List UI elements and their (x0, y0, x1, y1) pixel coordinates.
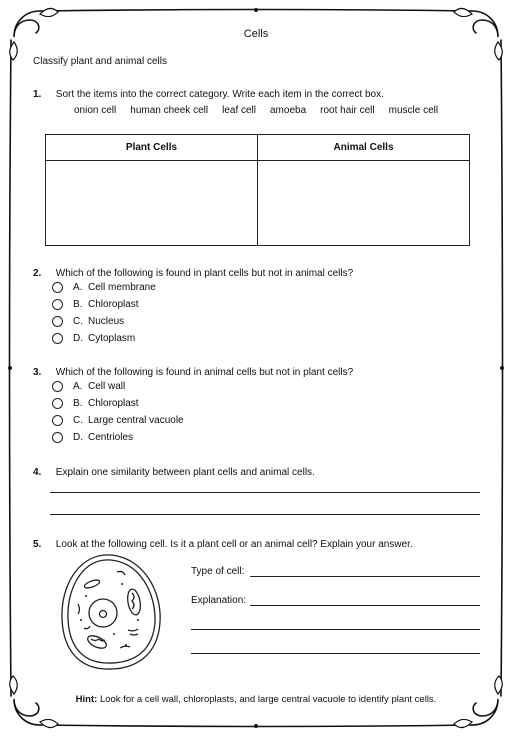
option-label: Chloroplast (88, 398, 139, 409)
animal-cells-box[interactable] (258, 161, 470, 246)
radio-button[interactable] (52, 432, 63, 443)
q2-options (52, 279, 156, 347)
answer-line[interactable] (191, 629, 480, 630)
explanation-label: Explanation: (191, 595, 247, 606)
sort-item: onion cell (74, 105, 117, 116)
radio-button[interactable] (52, 415, 63, 426)
option-label: Cell membrane (88, 282, 156, 293)
q3-option-d[interactable] (52, 429, 184, 446)
option-letter: A. (73, 381, 83, 392)
option-label: Cell wall (88, 381, 126, 392)
option-label: Large central vacuole (88, 415, 184, 426)
question-number: 2. (33, 268, 42, 279)
explanation-answer-line[interactable] (250, 605, 480, 606)
q3-option-b[interactable] (52, 395, 184, 412)
q3-option-c[interactable] (52, 412, 184, 429)
option-letter: B. (73, 299, 83, 310)
question-text: Sort the items into the correct category. Write each item in the correct box. (55, 89, 384, 100)
question-text: Which of the following is found in plant cells but not in animal cells? (55, 268, 354, 279)
page-title: Cells (243, 28, 269, 40)
option-letter: B. (73, 398, 83, 409)
option-letter: C. (73, 316, 83, 327)
q2-option-a[interactable] (52, 279, 156, 296)
answer-line[interactable] (50, 492, 480, 493)
hint-label: Hint: (75, 694, 98, 705)
sort-items-list (74, 105, 452, 116)
question-number: 1. (33, 89, 42, 100)
option-label: Centrioles (88, 432, 134, 443)
radio-button[interactable] (52, 398, 63, 409)
option-label: Chloroplast (88, 299, 139, 310)
radio-button[interactable] (52, 282, 63, 293)
animal-cells-header: Animal Cells (258, 135, 470, 161)
sort-table (45, 134, 470, 246)
question-text: Explain one similarity between plant cells and animal cells. (55, 467, 315, 478)
q3-option-a[interactable] (52, 378, 184, 395)
sort-item: root hair cell (320, 105, 375, 116)
plant-cells-header: Plant Cells (46, 135, 258, 161)
radio-button[interactable] (52, 299, 63, 310)
question-text: Which of the following is found in animal cells but not in plant cells? (55, 367, 354, 378)
sort-item: amoeba (270, 105, 307, 116)
q2-option-b[interactable] (52, 296, 156, 313)
hint-text (0, 694, 512, 705)
plant-cells-box[interactable] (46, 161, 258, 246)
cell-diagram (56, 550, 166, 674)
answer-line[interactable] (191, 653, 480, 654)
q2-option-c[interactable] (52, 313, 156, 330)
question-1 (33, 84, 384, 102)
q3-options (52, 378, 184, 446)
option-letter: A. (73, 282, 83, 293)
radio-button[interactable] (52, 333, 63, 344)
sort-item: leaf cell (222, 105, 256, 116)
option-letter: C. (73, 415, 83, 426)
radio-button[interactable] (52, 381, 63, 392)
page-subtitle: Classify plant and animal cells (33, 56, 167, 67)
radio-button[interactable] (52, 316, 63, 327)
q2-option-d[interactable] (52, 330, 156, 347)
option-label: Nucleus (88, 316, 125, 327)
answer-line[interactable] (50, 514, 480, 515)
hint-body: Look for a cell wall, chloroplasts, and large central vacuole to identify plant cells. (97, 694, 437, 705)
question-number: 5. (33, 539, 42, 550)
sort-item: muscle cell (388, 105, 439, 116)
option-letter: D. (73, 432, 83, 443)
question-text: Look at the following cell. Is it a plant cell or an animal cell? Explain your answer. (55, 539, 413, 550)
question-number: 3. (33, 367, 42, 378)
question-number: 4. (33, 467, 42, 478)
option-label: Cytoplasm (88, 333, 136, 344)
sort-item: human cheek cell (130, 105, 209, 116)
type-of-cell-answer-line[interactable] (250, 576, 480, 577)
option-letter: D. (73, 333, 83, 344)
type-of-cell-label: Type of cell: (191, 566, 245, 577)
question-4 (33, 462, 315, 480)
